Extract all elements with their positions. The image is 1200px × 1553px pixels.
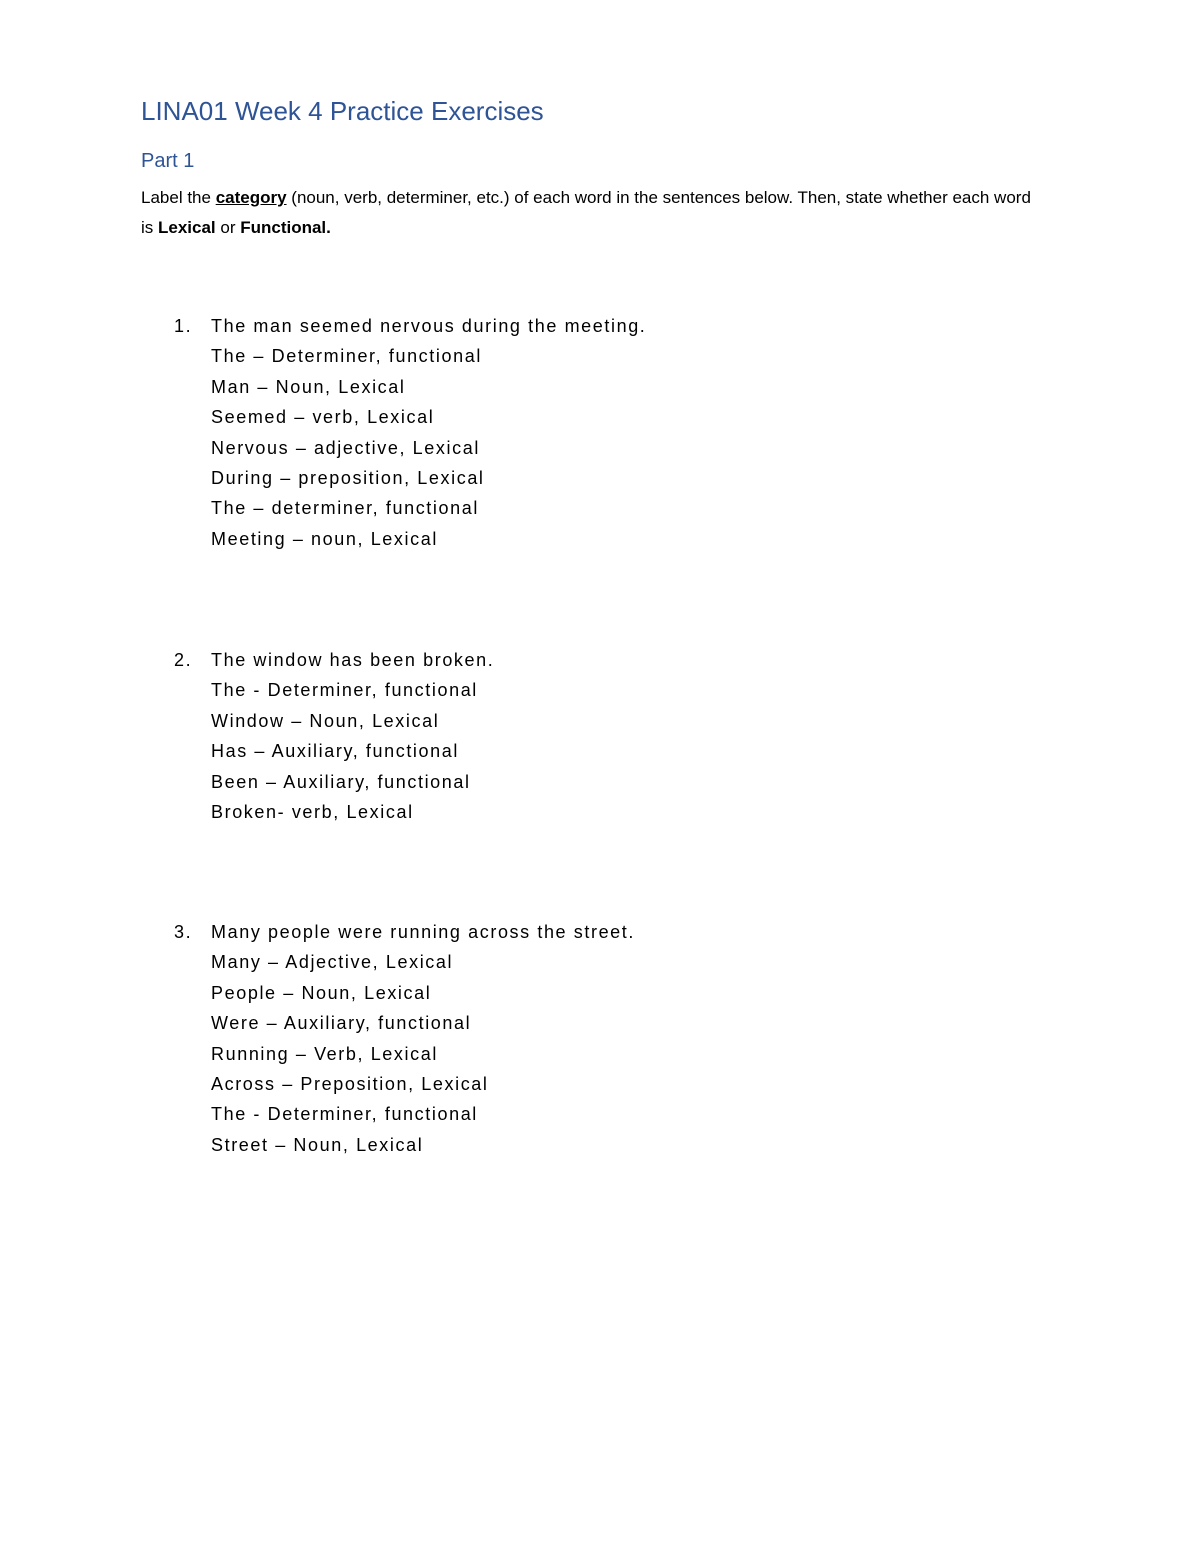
answer-line: The – Determiner, functional — [211, 346, 482, 367]
answer-line: Many – Adjective, Lexical — [211, 952, 454, 973]
answer-line: During – preposition, Lexical — [211, 467, 485, 488]
exercise-number: 2. — [174, 650, 193, 670]
instructions-text: Label the — [141, 188, 216, 207]
instructions-text: or — [215, 218, 241, 237]
exercise-sentence-row — [174, 645, 974, 675]
exercise-number: 3. — [174, 922, 193, 942]
exercise-sentence: The man seemed nervous during the meeting. — [211, 316, 647, 336]
instructions-paragraph — [141, 183, 1041, 243]
exercise-1 — [174, 311, 974, 554]
answer-line: Has – Auxiliary, functional — [211, 741, 459, 762]
answer-line: Window – Noun, Lexical — [211, 710, 440, 731]
exercise-number: 1. — [174, 316, 193, 336]
exercise-3 — [174, 917, 974, 1160]
exercise-2 — [174, 645, 974, 827]
answer-line: The - Determiner, functional — [211, 1104, 478, 1125]
exercise-sentence: Many people were running across the street. — [211, 922, 635, 942]
instructions-text: (noun, verb, determiner, etc.) of each word in the sentences below. Then, state whether each word is — [141, 188, 1031, 237]
answer-list — [211, 675, 974, 827]
instructions-period: . — [326, 218, 331, 237]
page-title: LINA01 Week 4 Practice Exercises — [141, 96, 544, 126]
answer-line: Man – Noun, Lexical — [211, 376, 406, 397]
section-heading: Part 1 — [141, 150, 195, 172]
answer-line: Across – Preposition, Lexical — [211, 1073, 489, 1094]
answer-line: Seemed – verb, Lexical — [211, 407, 435, 428]
answer-list — [211, 947, 974, 1160]
answer-line: The - Determiner, functional — [211, 680, 478, 701]
exercise-sentence-row — [174, 311, 974, 341]
answer-line: Nervous – adjective, Lexical — [211, 437, 480, 458]
exercise-sentence: The window has been broken. — [211, 650, 495, 670]
answer-line: Broken- verb, Lexical — [211, 801, 414, 822]
answer-line: Street – Noun, Lexical — [211, 1134, 424, 1155]
instructions-keyword-category: category — [215, 188, 287, 207]
answer-list — [211, 341, 974, 554]
answer-line: The – determiner, functional — [211, 498, 479, 519]
instructions-keyword-lexical: Lexical — [158, 218, 216, 237]
answer-line: Running – Verb, Lexical — [211, 1043, 438, 1064]
answer-line: Were – Auxiliary, functional — [211, 1013, 472, 1034]
answer-line: People – Noun, Lexical — [211, 982, 432, 1003]
answer-line: Meeting – noun, Lexical — [211, 528, 438, 549]
instructions-keyword-functional: Functional — [240, 218, 327, 237]
exercise-sentence-row — [174, 917, 974, 947]
answer-line: Been – Auxiliary, functional — [211, 771, 471, 792]
